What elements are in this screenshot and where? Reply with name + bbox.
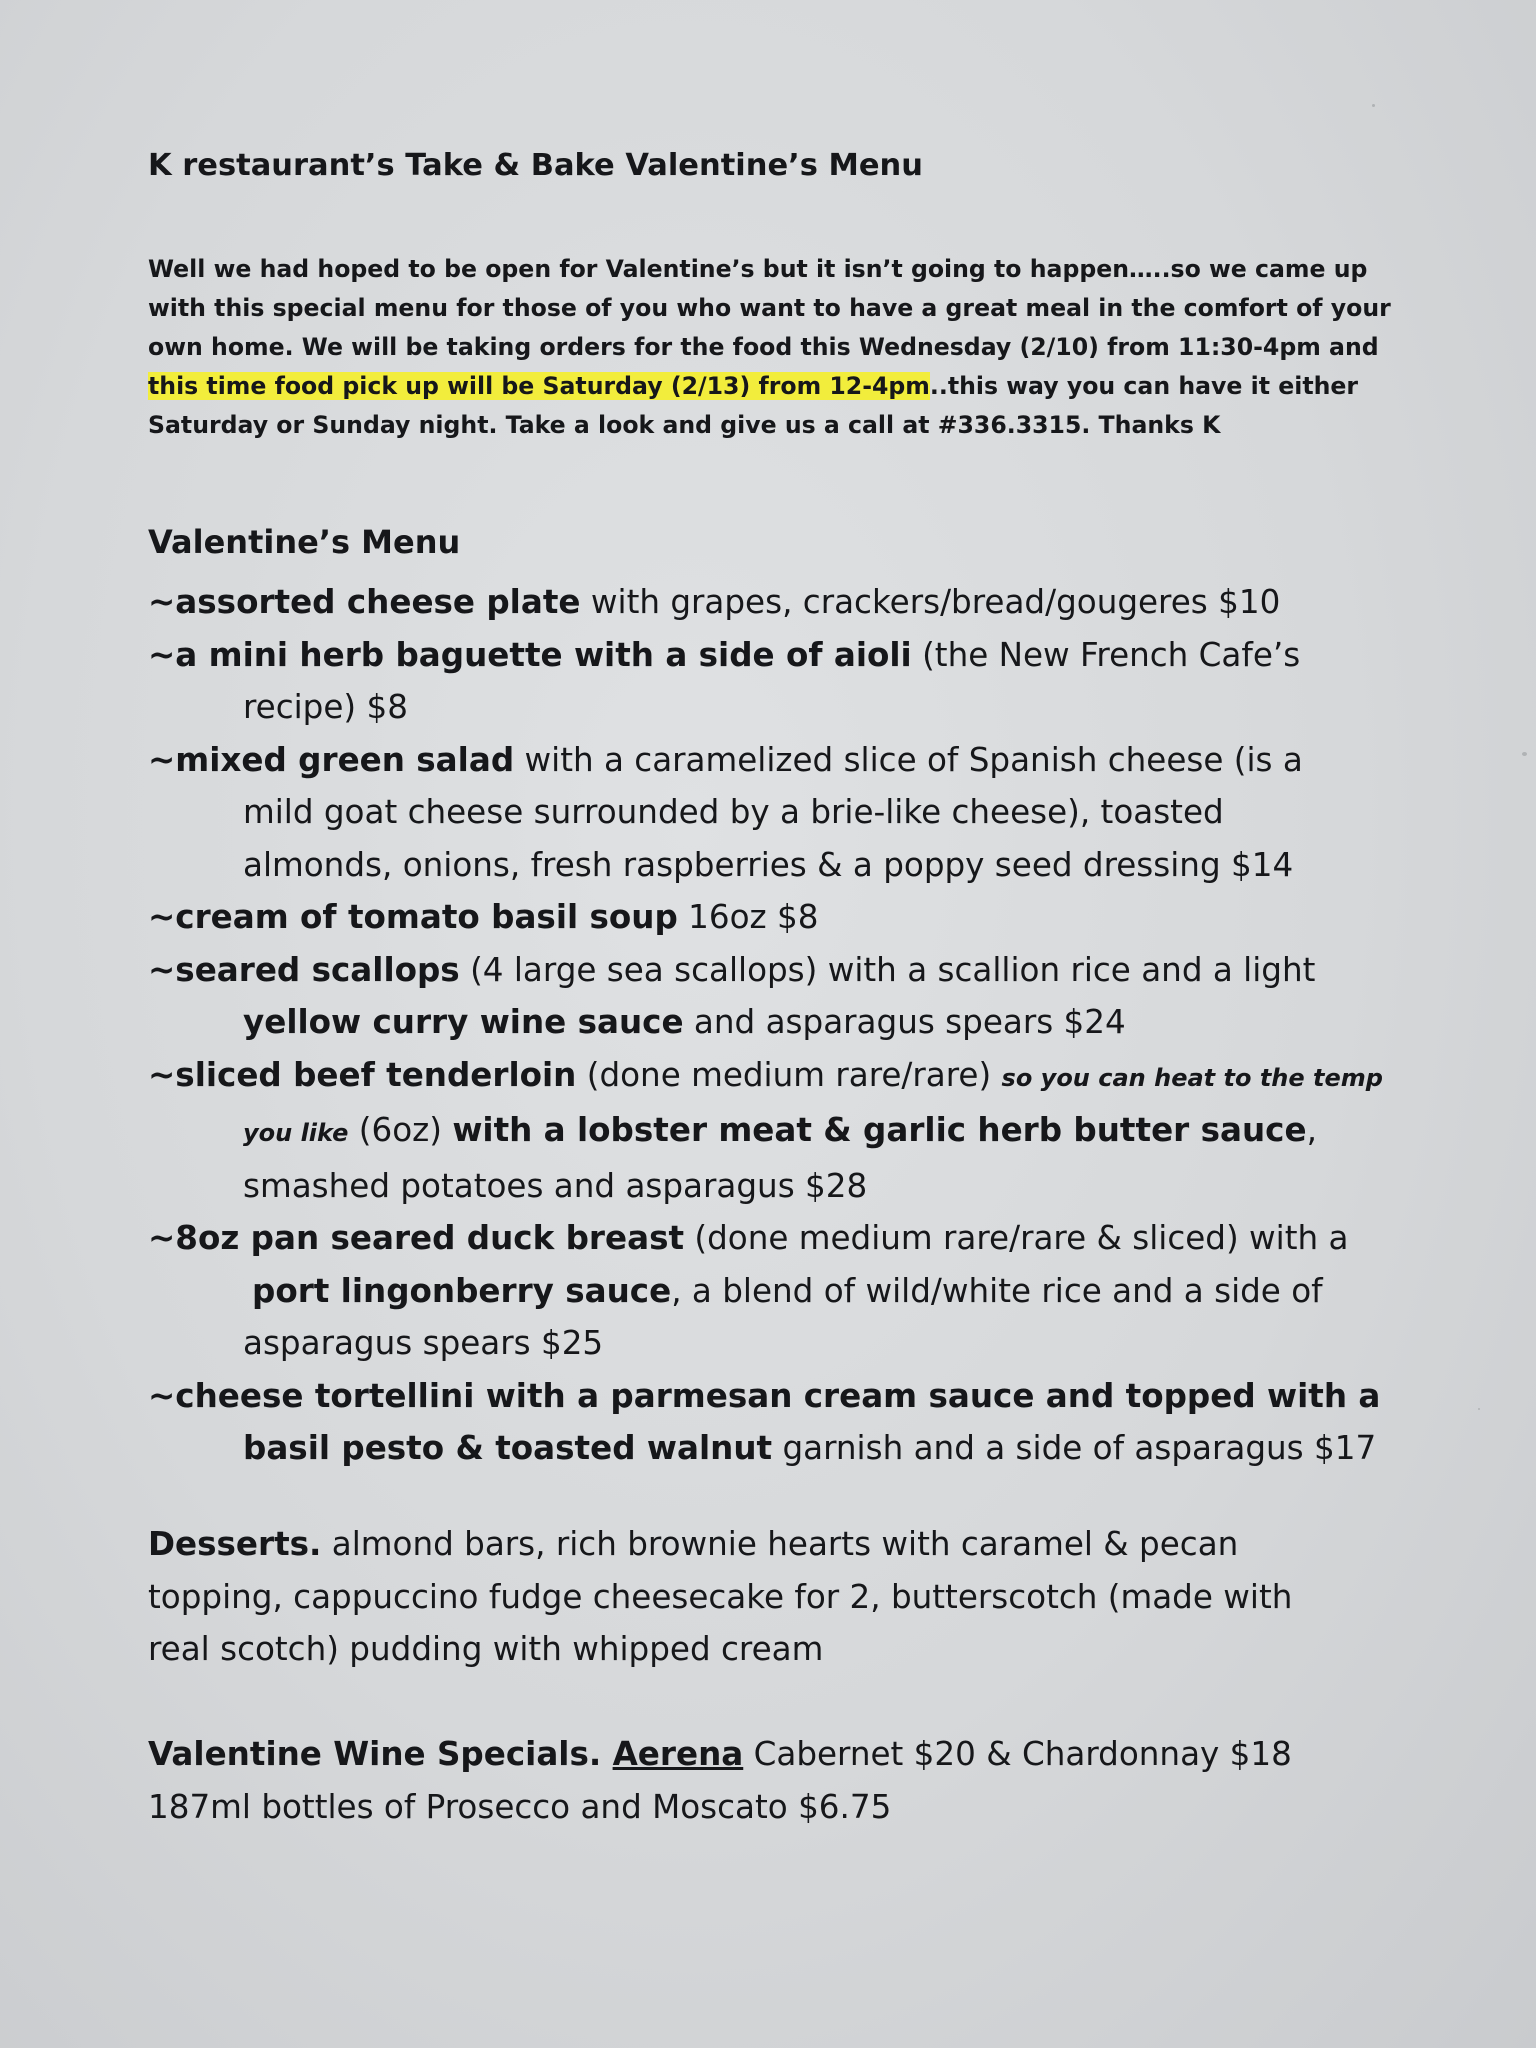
desserts-label: Desserts. (148, 1525, 322, 1563)
item-description: recipe) $8 (243, 688, 408, 726)
item-sauce: basil pesto & toasted walnut (243, 1429, 773, 1467)
menu-items (148, 576, 1383, 1475)
item-description: , (1306, 1111, 1317, 1149)
item-name: ~8oz pan seared duck breast (148, 1219, 685, 1257)
intro-paragraph (148, 250, 1391, 445)
menu-item-cheese-plate (148, 576, 1383, 629)
wine-brand: Aerena (612, 1735, 744, 1773)
item-description: asparagus spears $25 (243, 1324, 604, 1362)
item-name: ~cream of tomato basil soup (148, 898, 678, 936)
desserts-text: almond bars, rich brownie hearts with caramel & pecan (321, 1525, 1239, 1563)
intro-line: Saturday or Sunday night. Take a look and give us a call at #336.3315. Thanks K (148, 411, 1221, 439)
menu-item-soup (148, 891, 1383, 944)
desserts-section (148, 1518, 1292, 1676)
desserts-text: real scotch) pudding with whipped cream (148, 1630, 824, 1668)
wine-label: Valentine Wine Specials. (148, 1735, 613, 1773)
intro-line: with this special menu for those of you who want to have a great meal in the comfort of your (148, 294, 1391, 322)
intro-line (148, 367, 1391, 406)
item-name: ~cheese tortellini with a parmesan cream sauce and topped with a (148, 1376, 1381, 1415)
item-description: mild goat cheese surrounded by a brie-like cheese), toasted (243, 793, 1224, 831)
item-name: ~sliced beef tenderloin (148, 1055, 577, 1094)
item-description: almonds, onions, fresh raspberries & a poppy seed dressing $14 (243, 845, 1294, 884)
item-name: ~seared scallops (148, 950, 460, 989)
intro-line: Well we had hoped to be open for Valentine’s but it isn’t going to happen…..so we came up (148, 255, 1368, 283)
item-name: ~a mini herb baguette with a side of aioli (148, 635, 912, 674)
paper-speck (1372, 104, 1375, 107)
menu-item-duck (148, 1212, 1383, 1370)
item-description: (4 large sea scallops) with a scallion rice and a light (459, 950, 1316, 989)
item-sauce: with a lobster meat & garlic herb butter sauce (452, 1111, 1307, 1149)
item-description: with grapes, crackers/bread/gougeres $10 (580, 583, 1281, 621)
item-note: so you can heat to the temp (1001, 1063, 1383, 1092)
menu-item-tortellini (148, 1370, 1383, 1475)
item-description: (the New French Cafe’s (911, 635, 1301, 674)
desserts-text: topping, cappuccino fudge cheesecake for 2, butterscotch (made with (148, 1577, 1293, 1616)
paper-speck (1478, 1408, 1480, 1410)
item-description: (done medium rare/rare & sliced) with a (684, 1219, 1349, 1257)
item-note: you like (243, 1119, 349, 1147)
menu-item-baguette (148, 629, 1383, 734)
item-description: , a blend of wild/white rice and a side of (671, 1271, 1323, 1310)
item-name: ~assorted cheese plate (148, 583, 581, 621)
menu-heading: Valentine’s Menu (148, 523, 461, 561)
item-sauce: port lingonberry sauce (252, 1271, 672, 1310)
intro-line: own home. We will be taking orders for the food this Wednesday (2/10) from 11:30-4pm and (148, 333, 1379, 361)
item-description: garnish and a side of asparagus $17 (772, 1429, 1377, 1467)
menu-item-scallops (148, 944, 1383, 1049)
menu-item-beef (148, 1049, 1383, 1213)
item-description: smashed potatoes and asparagus $28 (243, 1166, 868, 1205)
intro-text: ..this way you can have it either (929, 372, 1359, 400)
wine-text: Cabernet $20 & Chardonnay $18 (743, 1735, 1292, 1773)
item-description: with a caramelized slice of Spanish cheese (is a (514, 740, 1303, 779)
item-description: 16oz $8 (677, 898, 819, 936)
menu-item-salad (148, 734, 1383, 892)
pickup-highlight: this time food pick up will be Saturday (2/13) from 12-4pm (148, 372, 930, 400)
item-name: ~mixed green salad (148, 740, 515, 779)
item-description: and asparagus spears $24 (683, 1003, 1126, 1041)
wine-text: 187ml bottles of Prosecco and Moscato $6.75 (148, 1787, 892, 1826)
menu-title: K restaurant’s Take & Bake Valentine’s Menu (148, 148, 923, 183)
paper-speck (1522, 752, 1527, 756)
item-description: (6oz) (348, 1111, 453, 1149)
item-sauce: yellow curry wine sauce (243, 1003, 684, 1041)
item-description: (done medium rare/rare) (576, 1055, 1002, 1094)
wine-specials-section (148, 1728, 1292, 1833)
